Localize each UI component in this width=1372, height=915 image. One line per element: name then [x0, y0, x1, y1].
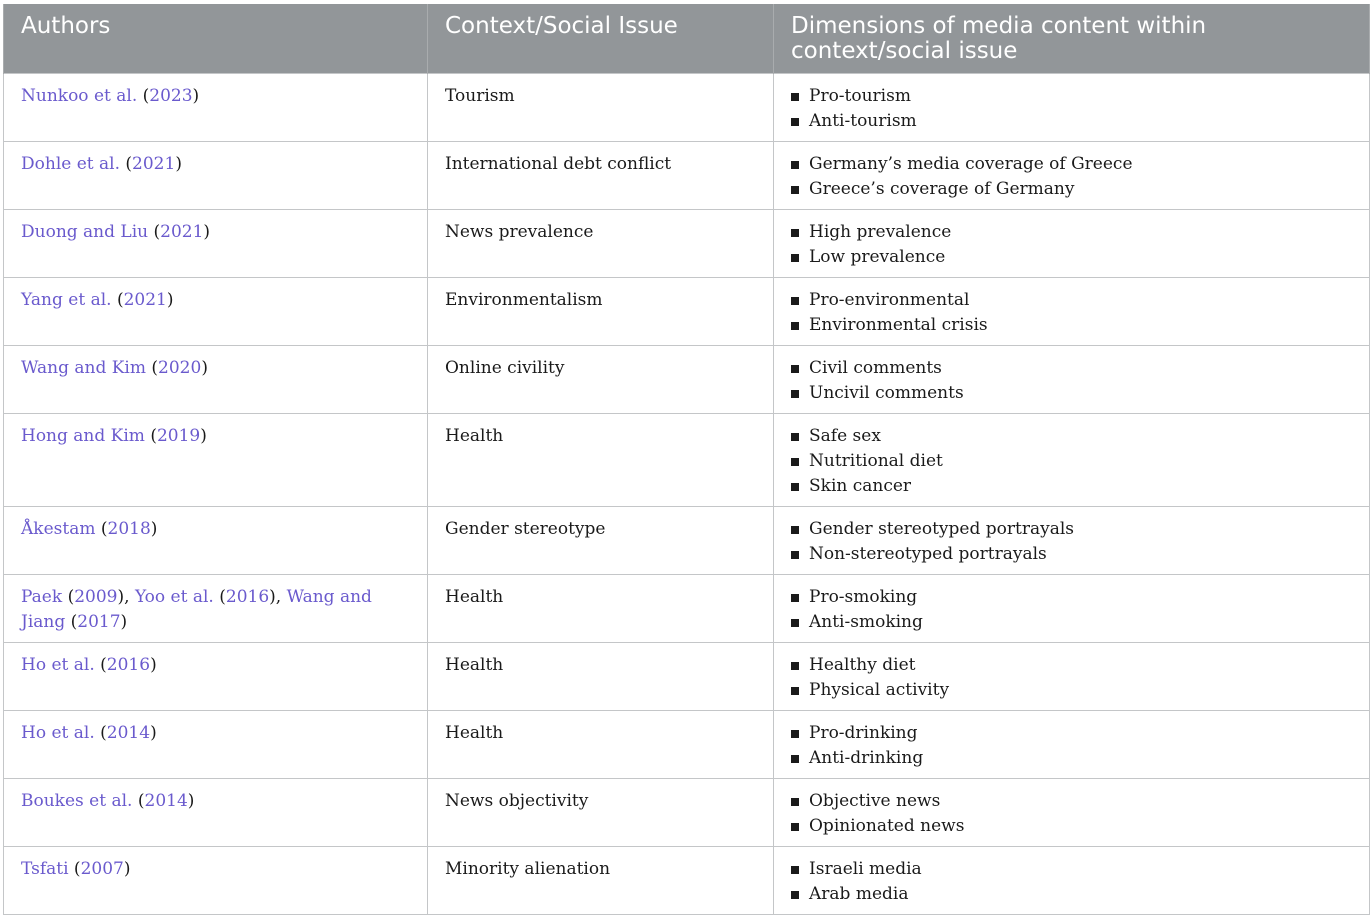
- citation-text: ),: [269, 587, 287, 607]
- citation-text: (: [95, 519, 108, 539]
- dimension-item: Low prevalence: [791, 245, 1352, 270]
- dimensions-list: [791, 721, 1352, 771]
- citation-link[interactable]: 2016: [225, 587, 270, 607]
- table-row: [4, 346, 1370, 414]
- header-context: Context/Social Issue: [428, 4, 774, 74]
- authors-cell: [4, 711, 428, 779]
- dimension-item: Nutritional diet: [791, 449, 1352, 474]
- dimensions-cell: [774, 414, 1370, 507]
- dimensions-list: [791, 84, 1352, 134]
- citation-text: (: [132, 791, 145, 811]
- dimension-item: Anti-tourism: [791, 109, 1352, 134]
- literature-table: [3, 4, 1370, 915]
- citation-link[interactable]: Yang et al.: [21, 290, 112, 310]
- citation-text: ),: [117, 587, 135, 607]
- context-cell: Minority alienation: [428, 847, 774, 915]
- citation-text: (: [68, 859, 81, 879]
- dimension-item: Non-stereotyped portrayals: [791, 542, 1352, 567]
- dimension-item: Arab media: [791, 882, 1352, 907]
- context-cell: Online civility: [428, 346, 774, 414]
- citation-text: ): [120, 612, 128, 632]
- table-row: [4, 575, 1370, 643]
- citation-link[interactable]: 2021: [132, 154, 176, 174]
- citation-link[interactable]: Ho et al.: [21, 655, 95, 675]
- dimension-item: Pro-environmental: [791, 288, 1352, 313]
- table-row: [4, 711, 1370, 779]
- citation-text: (: [94, 723, 107, 743]
- dimensions-cell: [774, 210, 1370, 278]
- citation-text: ): [203, 222, 211, 242]
- citation-text: ): [150, 519, 158, 539]
- dimensions-cell: [774, 278, 1370, 346]
- dimension-item: Pro-drinking: [791, 721, 1352, 746]
- citation-link[interactable]: 2019: [156, 426, 201, 446]
- table-row: [4, 74, 1370, 142]
- header-authors: Authors: [4, 4, 428, 74]
- citation-text: ): [200, 426, 207, 446]
- dimension-item: Pro-tourism: [791, 84, 1352, 109]
- context-cell: Gender stereotype: [428, 507, 774, 575]
- dimensions-list: [791, 517, 1352, 567]
- dimensions-cell: [774, 575, 1370, 643]
- authors-cell: [4, 643, 428, 711]
- dimension-item: Anti-drinking: [791, 746, 1352, 771]
- citation-text: (: [146, 358, 159, 378]
- table-header-row: [4, 4, 1370, 74]
- citation-link[interactable]: 2014: [106, 723, 151, 743]
- citation-link[interactable]: 2020: [158, 358, 202, 378]
- citation-link[interactable]: 2009: [74, 587, 118, 607]
- context-cell: Health: [428, 414, 774, 507]
- authors-cell: [4, 414, 428, 507]
- citation-link[interactable]: 2014: [144, 791, 188, 811]
- citation-link[interactable]: Hong and Kim: [21, 426, 145, 446]
- dimension-item: High prevalence: [791, 220, 1352, 245]
- dimension-item: Greece’s coverage of Germany: [791, 177, 1352, 202]
- citation-link[interactable]: 2021: [123, 290, 167, 310]
- dimension-item: Objective news: [791, 789, 1352, 814]
- context-cell: Environmentalism: [428, 278, 774, 346]
- citation-link[interactable]: 2017: [77, 612, 121, 632]
- table-row: [4, 507, 1370, 575]
- citation-text: ): [192, 86, 200, 106]
- authors-cell: [4, 346, 428, 414]
- dimension-item: Uncivil comments: [791, 381, 1352, 406]
- citation-text: (: [62, 587, 75, 607]
- context-cell: Health: [428, 575, 774, 643]
- authors-cell: [4, 507, 428, 575]
- dimensions-cell: [774, 142, 1370, 210]
- citation-text: (: [120, 154, 133, 174]
- citation-text: ): [166, 290, 174, 310]
- citation-link[interactable]: Yoo et al.: [134, 587, 214, 607]
- citation-text: (: [65, 612, 78, 632]
- dimensions-cell: [774, 346, 1370, 414]
- citation-text: ): [150, 655, 157, 675]
- dimension-item: Opinionated news: [791, 814, 1352, 839]
- citation-text: ): [187, 791, 195, 811]
- citation-link[interactable]: Boukes et al.: [21, 791, 133, 811]
- dimensions-list: [791, 288, 1352, 338]
- table-row: [4, 643, 1370, 711]
- citation-link[interactable]: Tsfati: [21, 859, 69, 879]
- citation-link[interactable]: 2021: [160, 222, 204, 242]
- citation-link[interactable]: Nunkoo et al.: [21, 86, 138, 106]
- citation-link[interactable]: Dohle et al.: [21, 154, 120, 174]
- dimension-item: Physical activity: [791, 678, 1352, 703]
- context-cell: International debt conflict: [428, 142, 774, 210]
- dimension-item: Israeli media: [791, 857, 1352, 882]
- dimensions-list: [791, 653, 1352, 703]
- dimensions-list: [791, 424, 1352, 499]
- citation-link[interactable]: 2007: [80, 859, 124, 879]
- dimensions-cell: [774, 507, 1370, 575]
- citation-link[interactable]: Åkestam: [21, 519, 96, 539]
- citation-text: ): [201, 358, 208, 378]
- table-row: [4, 847, 1370, 915]
- citation-link[interactable]: 2018: [107, 519, 151, 539]
- citation-link[interactable]: 2016: [106, 655, 151, 675]
- citation-link[interactable]: Wang and Kim: [21, 358, 146, 378]
- citation-text: ): [150, 723, 157, 743]
- dimension-item: Anti-smoking: [791, 610, 1352, 635]
- authors-cell: [4, 74, 428, 142]
- table-row: [4, 779, 1370, 847]
- authors-cell: [4, 779, 428, 847]
- dimension-item: Skin cancer: [791, 474, 1352, 499]
- citation-text: ): [123, 859, 131, 879]
- citation-link[interactable]: Paek: [21, 587, 63, 607]
- citation-text: (: [144, 426, 157, 446]
- context-cell: News objectivity: [428, 779, 774, 847]
- dimension-item: Gender stereotyped portrayals: [791, 517, 1352, 542]
- citation-link[interactable]: Wang and Jiang: [21, 587, 372, 632]
- dimensions-cell: [774, 643, 1370, 711]
- table-row: [4, 142, 1370, 210]
- dimensions-list: [791, 356, 1352, 406]
- citation-text: (: [148, 222, 161, 242]
- dimensions-list: [791, 789, 1352, 839]
- citation-text: ): [175, 154, 182, 174]
- dimension-item: Safe sex: [791, 424, 1352, 449]
- dimensions-list: [791, 585, 1352, 635]
- dimensions-cell: [774, 779, 1370, 847]
- header-dimensions: Dimensions of media content within context/social issue: [774, 4, 1370, 74]
- dimensions-cell: [774, 711, 1370, 779]
- context-cell: Health: [428, 711, 774, 779]
- authors-cell: [4, 847, 428, 915]
- citation-link[interactable]: Ho et al.: [21, 723, 95, 743]
- dimensions-list: [791, 857, 1352, 907]
- citation-link[interactable]: 2023: [149, 86, 193, 106]
- authors-cell: [4, 142, 428, 210]
- context-cell: News prevalence: [428, 210, 774, 278]
- dimension-item: Civil comments: [791, 356, 1352, 381]
- context-cell: Tourism: [428, 74, 774, 142]
- citation-text: (: [94, 655, 107, 675]
- table-body: [4, 74, 1370, 915]
- dimension-item: Pro-smoking: [791, 585, 1352, 610]
- citation-link[interactable]: Duong and Liu: [21, 222, 149, 242]
- table-row: [4, 278, 1370, 346]
- dimension-item: Germany’s media coverage of Greece: [791, 152, 1352, 177]
- table-row: [4, 414, 1370, 507]
- citation-text: (: [111, 290, 124, 310]
- citation-text: (: [213, 587, 226, 607]
- dimensions-list: [791, 152, 1352, 202]
- dimensions-cell: [774, 847, 1370, 915]
- dimensions-cell: [774, 74, 1370, 142]
- authors-cell: [4, 278, 428, 346]
- context-cell: Health: [428, 643, 774, 711]
- citation-text: (: [137, 86, 150, 106]
- dimensions-list: [791, 220, 1352, 270]
- authors-cell: [4, 210, 428, 278]
- dimension-item: Environmental crisis: [791, 313, 1352, 338]
- dimension-item: Healthy diet: [791, 653, 1352, 678]
- table-row: [4, 210, 1370, 278]
- authors-cell: [4, 575, 428, 643]
